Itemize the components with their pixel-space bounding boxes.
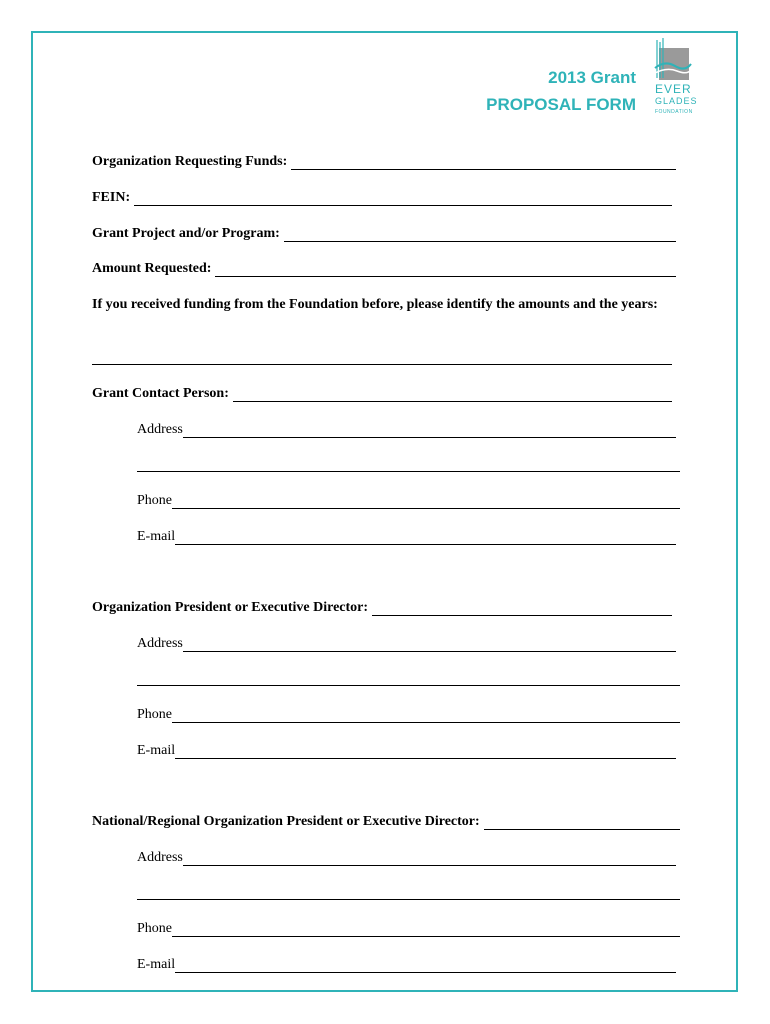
contact-phone-row [137,493,680,509]
president-address-line2[interactable] [137,685,680,686]
form-title: PROPOSAL FORM [486,95,636,114]
president-address-input-line[interactable] [183,637,676,652]
national-email-row [137,957,676,973]
logo-word-ever: EVER [655,82,692,96]
project-input-line[interactable] [284,227,676,242]
page-border [31,31,738,992]
contact-field-row [92,386,672,402]
logo-word-foundation: FOUNDATION [655,109,693,115]
national-address-input-line[interactable] [183,851,676,866]
amount-field-row [92,261,676,277]
project-field-row [92,226,676,242]
contact-input-line[interactable] [233,387,672,402]
president-phone-label: Phone [137,707,172,722]
contact-address-label: Address [137,422,183,437]
national-email-input-line[interactable] [175,958,676,973]
fein-input-line[interactable] [134,191,672,206]
prior-funding-question: If you received funding from the Foundation before, please identify the amounts and the years: [92,297,658,312]
national-input-line[interactable] [484,815,680,830]
national-phone-row [137,921,680,937]
president-address-row [137,636,676,652]
contact-email-label: E-mail [137,529,176,544]
president-phone-row [137,707,680,723]
org-label: Organization Requesting Funds: [92,154,288,169]
contact-phone-label: Phone [137,493,172,508]
prior-funding-input-line[interactable] [92,364,672,365]
president-input-line[interactable] [372,601,672,616]
national-email-label: E-mail [137,957,176,972]
national-address-label: Address [137,850,183,865]
president-email-input-line[interactable] [175,744,676,759]
national-address-row [137,850,676,866]
president-address-label: Address [137,636,183,651]
org-input-line[interactable] [291,155,676,170]
org-field-row [92,154,676,170]
president-field-row [92,600,672,616]
national-phone-input-line[interactable] [172,922,680,937]
contact-label: Grant Contact Person: [92,386,229,401]
contact-address-row [137,422,676,438]
president-email-row [137,743,676,759]
contact-address-input-line[interactable] [183,423,676,438]
fein-label: FEIN: [92,190,131,205]
contact-email-input-line[interactable] [175,530,676,545]
contact-phone-input-line[interactable] [172,494,680,509]
president-label: Organization President or Executive Director: [92,600,369,615]
amount-label: Amount Requested: [92,261,212,276]
amount-input-line[interactable] [215,262,676,277]
national-field-row [92,814,680,830]
contact-email-row [137,529,676,545]
national-address-line2[interactable] [137,899,680,900]
contact-address-line2[interactable] [137,471,680,472]
logo-word-glades: GLADES [655,96,698,106]
fein-field-row [92,190,672,206]
everglades-logo-icon [653,38,693,118]
president-email-label: E-mail [137,743,176,758]
national-label: National/Regional Organization President or Executive Director: [92,814,480,829]
form-title-year: 2013 Grant [548,68,636,87]
project-label: Grant Project and/or Program: [92,226,280,241]
president-phone-input-line[interactable] [172,708,680,723]
national-phone-label: Phone [137,921,172,936]
